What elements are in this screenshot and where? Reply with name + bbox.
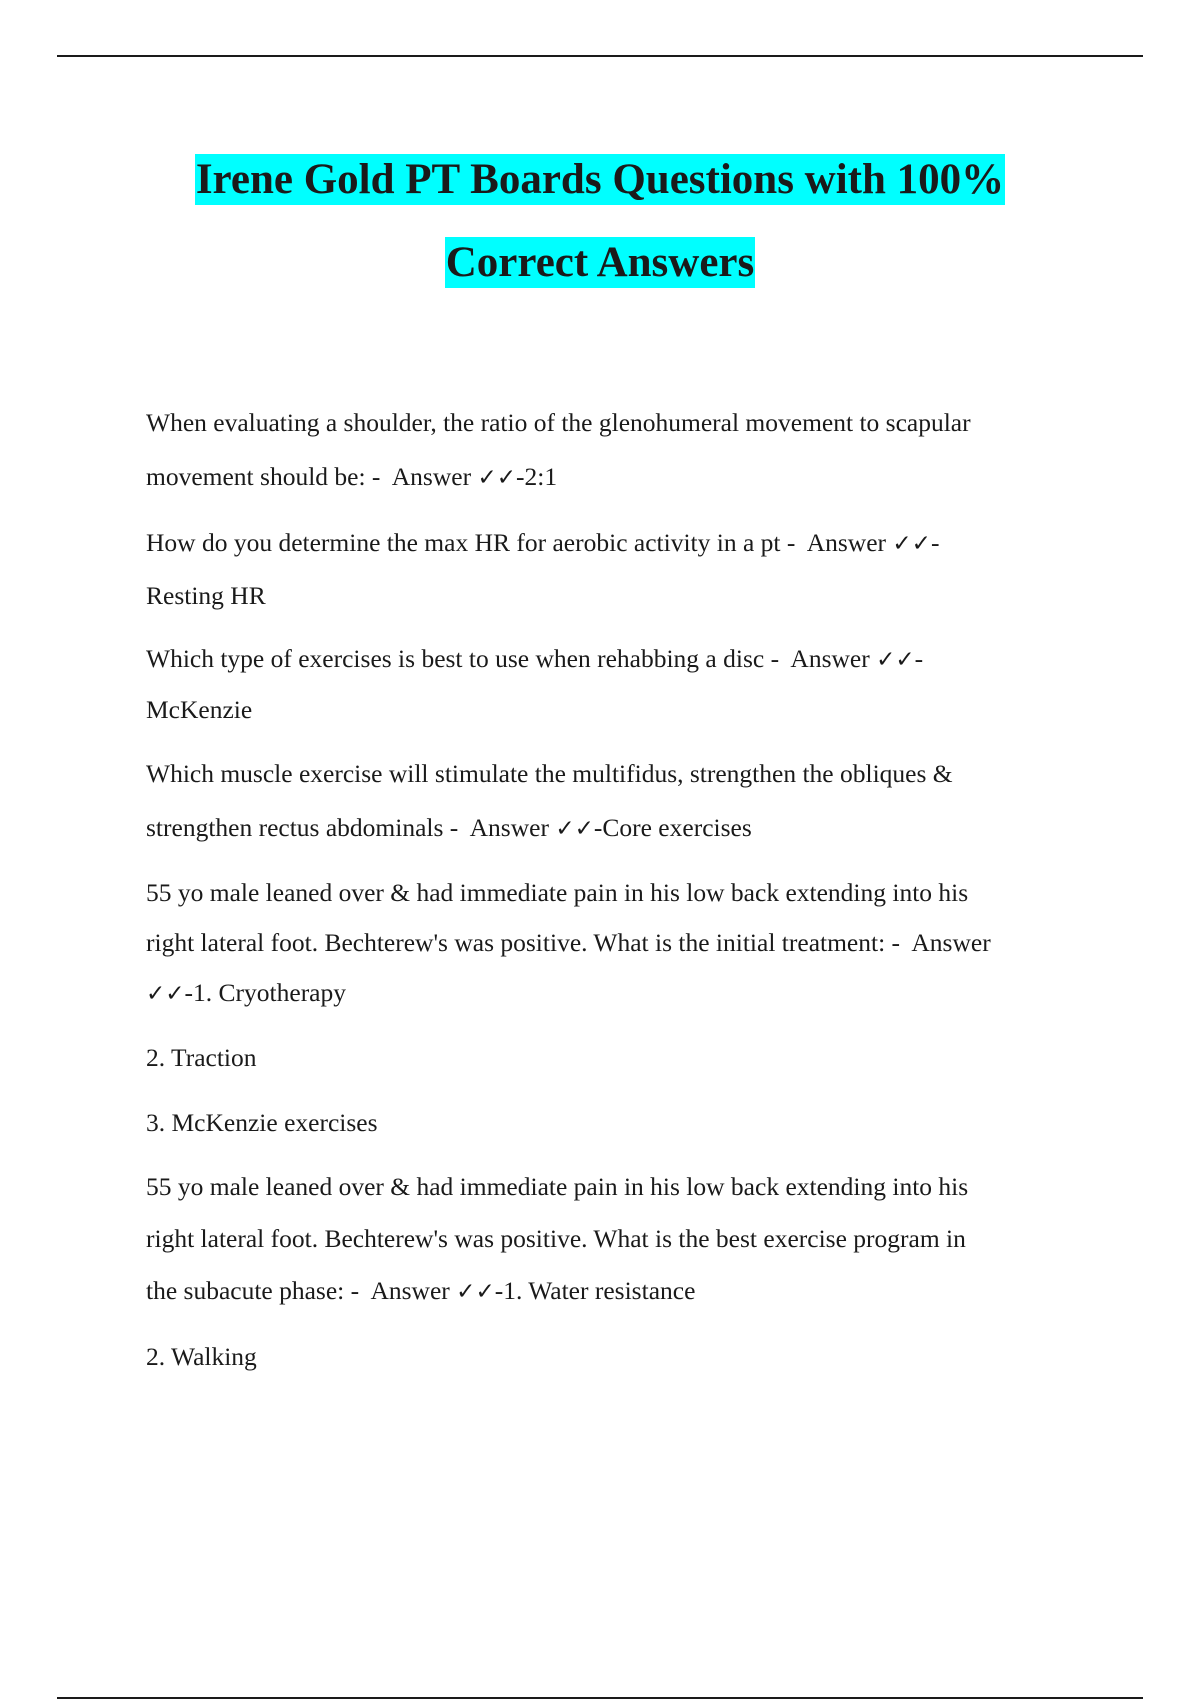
answer-text: -1. Water resistance (494, 1276, 696, 1305)
title-line-1: Irene Gold PT Boards Questions with 100% (195, 156, 1005, 203)
title-line-2: Correct Answers (445, 239, 755, 286)
question-text: Which muscle exercise will stimulate the multifidus, strengthen the obliques & (146, 759, 953, 788)
qa-item-5 (146, 868, 1086, 1019)
bottom-rule (57, 1697, 1143, 1699)
answer-label: strengthen rectus abdominals - Answer (146, 813, 556, 842)
question-text: right lateral foot. Bechterew's was positive. What is the initial treatment: - Answer (146, 928, 991, 957)
qa-content (146, 396, 1086, 1395)
qa-item-6 (146, 1161, 1086, 1318)
answer-line (146, 801, 1086, 856)
answer-text: -1. Cryotherapy (184, 978, 347, 1007)
answer-line (146, 517, 1086, 570)
list-item: 2. Walking (146, 1342, 257, 1371)
checkmark-icon: ✓✓ (146, 981, 185, 1007)
question-text: right lateral foot. Bechterew's was positive. What is the best exercise program in (146, 1224, 966, 1253)
answer-line (146, 450, 1086, 505)
question-text: When evaluating a shoulder, the ratio of the glenohumeral movement to scapular (146, 408, 971, 437)
answer-dash: - (930, 528, 940, 557)
checkmark-icon: ✓✓ (456, 1279, 495, 1305)
checkmark-icon: ✓✓ (876, 647, 915, 673)
answer-text: -2:1 (516, 462, 558, 491)
question-text: 55 yo male leaned over & had immediate pain in his low back extending into his (146, 878, 969, 907)
answer-line (146, 1265, 1086, 1318)
qa-item-3 (146, 634, 1086, 735)
answer-line (146, 968, 1086, 1019)
answer-text: -Core exercises (593, 813, 752, 842)
answer-text: Resting HR (146, 581, 266, 610)
checkmark-icon: ✓✓ (892, 531, 931, 557)
answer-text: McKenzie (146, 695, 253, 724)
list-item: 3. McKenzie exercises (146, 1108, 378, 1137)
answer-label: the subacute phase: - Answer (146, 1276, 457, 1305)
answer-dash: - (914, 644, 924, 673)
question-text: 55 yo male leaned over & had immediate pain in his low back extending into his (146, 1172, 969, 1201)
list-item: 2. Traction (146, 1043, 257, 1072)
qa-item-4 (146, 747, 1086, 856)
checkmark-icon: ✓✓ (477, 465, 516, 491)
qa-item-2 (146, 517, 1086, 622)
checkmark-icon: ✓✓ (555, 816, 594, 842)
document-title (0, 138, 1200, 304)
question-text: Which type of exercises is best to use when rehabbing a disc - Answer (146, 644, 877, 673)
answer-label: movement should be: - Answer (146, 462, 478, 491)
answer-line (146, 634, 1086, 685)
top-rule (57, 55, 1143, 57)
question-text: How do you determine the max HR for aerobic activity in a pt - Answer (146, 528, 893, 557)
qa-item-1 (146, 396, 1086, 505)
